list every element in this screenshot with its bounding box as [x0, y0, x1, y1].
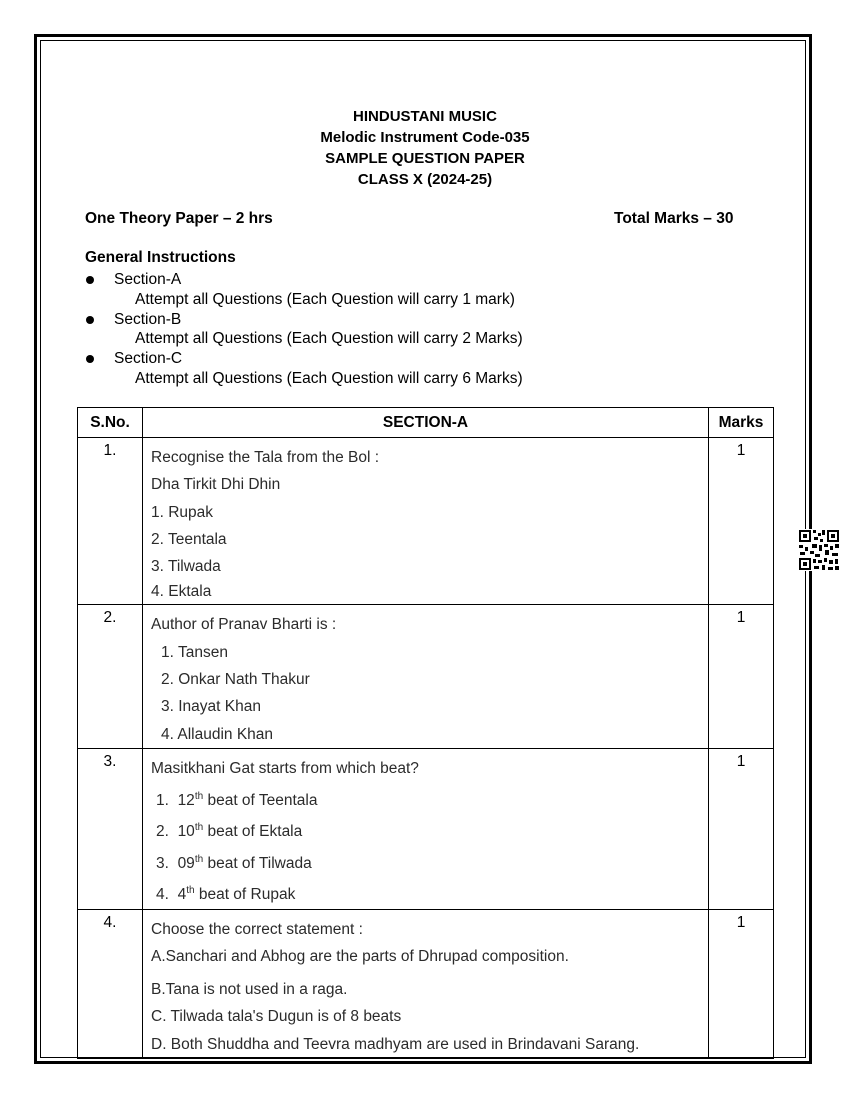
option: D. Both Shuddha and Teevra madhyam are used in Brindavani Sarang. — [151, 1035, 640, 1053]
question-marks: 1 — [709, 605, 774, 749]
question-cell — [143, 909, 709, 1058]
option: 3. Inayat Khan — [161, 698, 261, 716]
option: 1. Rupak — [151, 503, 214, 521]
question-marks: 1 — [709, 438, 774, 605]
question-cell — [143, 749, 709, 909]
option: 4. Allaudin Khan — [161, 725, 274, 743]
instruction-detail: Attempt all Questions (Each Question will carry 2 Marks) — [135, 330, 523, 348]
question-cell — [143, 605, 709, 749]
instruction-section: Section-C — [85, 349, 523, 369]
table-row — [78, 438, 774, 605]
instructions-list — [85, 270, 523, 389]
paper-type: SAMPLE QUESTION PAPER — [325, 150, 525, 167]
subject-title: HINDUSTANI MUSIC — [353, 108, 497, 125]
question-text: Recognise the Tala from the Bol : — [151, 449, 380, 466]
instructions-title: General Instructions — [85, 249, 236, 266]
option: 2. 10th beat of Ektala — [156, 822, 303, 841]
class-session: CLASS X (2024-25) — [357, 171, 493, 188]
option: 2. Onkar Nath Thakur — [161, 671, 310, 689]
instruction-detail: Attempt all Questions (Each Question will carry 6 Marks) — [135, 369, 523, 387]
question-table — [77, 407, 774, 1059]
table-header-row — [78, 408, 774, 438]
question-number: 2. — [78, 605, 143, 749]
option: 1. 12th beat of Teentala — [156, 790, 318, 809]
table-row — [78, 749, 774, 909]
question-text: Choose the correct statement : — [151, 920, 363, 938]
instruction-section: Section-A — [85, 270, 523, 290]
paper-header — [0, 106, 850, 190]
total-marks: Total Marks – 30 — [614, 210, 734, 227]
question-number: 1. — [78, 438, 143, 605]
subject-code: Melodic Instrument Code-035 — [320, 129, 530, 146]
question-text: Masitkhani Gat starts from which beat? — [151, 760, 419, 778]
marks-header: Marks — [709, 408, 774, 438]
option: 3. Tilwada — [151, 558, 221, 576]
question-marks: 1 — [709, 749, 774, 909]
question-subtext: Dha Tirkit Dhi Dhin — [151, 476, 281, 494]
option: A.Sanchari and Abhog are the parts of Dhrupad composition. — [151, 947, 569, 965]
question-number: 4. — [78, 909, 143, 1058]
qr-code-icon — [798, 529, 840, 571]
option: 2. Teentala — [151, 530, 227, 548]
question-text: Author of Pranav Bharti is : — [151, 616, 337, 634]
table-row — [78, 605, 774, 749]
paper-duration: One Theory Paper – 2 hrs — [85, 210, 273, 227]
question-marks: 1 — [709, 909, 774, 1058]
section-header: SECTION-A — [143, 408, 709, 438]
option: B.Tana is not used in a raga. — [151, 981, 348, 999]
option: 1. Tansen — [161, 643, 228, 661]
question-number: 3. — [78, 749, 143, 909]
option: 4. Ektala — [151, 583, 212, 601]
sno-header: S.No. — [78, 408, 143, 438]
instruction-section: Section-B — [85, 310, 523, 330]
table-row — [78, 909, 774, 1058]
question-cell — [143, 438, 709, 605]
option: 3. 09th beat of Tilwada — [156, 853, 312, 872]
instruction-detail: Attempt all Questions (Each Question will carry 1 mark) — [135, 290, 515, 308]
option: 4. 4th beat of Rupak — [156, 885, 296, 904]
option: C. Tilwada tala's Dugun is of 8 beats — [151, 1008, 402, 1026]
